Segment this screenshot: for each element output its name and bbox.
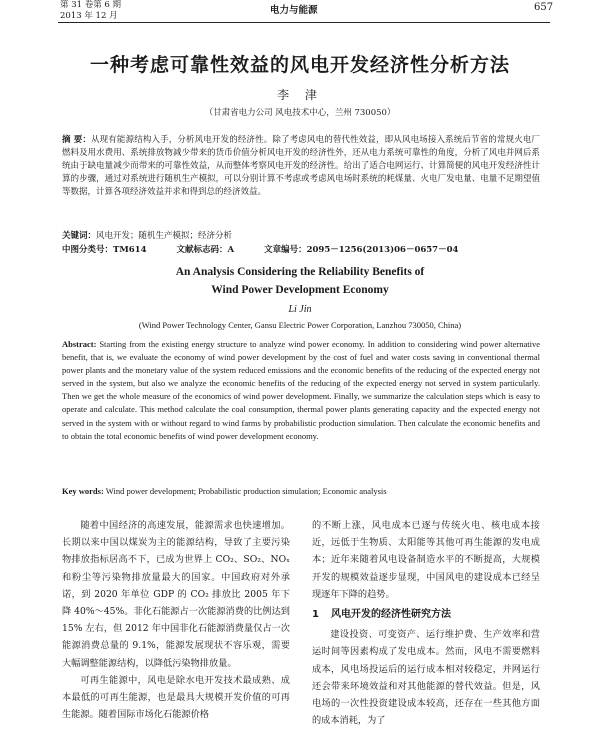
abstract-en-text: Starting from the existing energy structure to analyze wind power economy. In addition to considering wind power alternative benefit, that is, we evaluate the economy of wind power development by the cost of fuel and water costs saving in conventional thermal power plants and the monetary value of the system reduced emissions and the economic benefits of the reducing of the expected energy not served in the system, but also we analyze the economic benefits of the reducing of the expected energy not served in system particularly. Then we get the whole measure of the economics of wind power development. Finally, we summarize the calculation steps which is easy to operate and calculate. This method calculate the coal consumption, thermal power plants generating capacity and the expected energy not served in the system with or without regard to wind farms by probabilistic production simulation. Then calculate the economic benefits and to obtain the total economic benefits of wind power development economy. [62,339,541,441]
journal-volume-date [60,0,121,22]
author-cn: 李 津 [277,88,323,102]
title-cn: 一种考虑可靠性效益的风电开发经济性分析方法 [89,54,510,76]
body-column-right [312,517,540,729]
abstract-en-label: Abstract: [62,339,97,349]
affiliation-cn: （甘肃省电力公司 风电技术中心，兰州 730050） [204,108,396,118]
body-paragraph: 可再生能源中，风电是除水电开发技术最成熟、成本最低的可再生能源，也是最具大规模开发价值的可再生能源。随着国际市场化石能源价格 [62,674,290,721]
section-title: 风电开发的经济性研究方法 [330,609,451,621]
body-column-left [62,517,290,723]
keywords-cn-text: 风电开发；随机生产模拟；经济分析 [96,231,233,241]
keywords-en-label: Key words: [62,486,104,496]
header-rule [58,22,550,23]
keywords-cn-label: 关键词： [62,231,97,241]
journal-volume-issue: 第 31 卷第 6 期 [60,0,122,10]
abstract-cn-label: 摘 要： [62,135,92,145]
body-paragraph: 随着中国经济的高速发展，能源需求也快速增加。长期以来中国以煤炭为主的能源结构，导致了主要污染物排放指标居高不下，已成为世界上 CO₂、SO₂、NOₓ 和粉尘等污染物排放量最大的国家。中国政府对外承诺，到 2020 年单位 GDP 的 CO₂ 排放比 2005 年下降 40%～45%。非化石能源占一次能源消费的比例达到 15% 左右，但 2012 年中国非化石能源消费量仅占一次能源消费总量的 9.1%，能源发展现状不容乐观，需要大幅调整能源结构，以降低污染物排放量。 [62,520,290,669]
keywords-en [62,486,540,496]
abstract-cn [62,134,540,199]
author-en: Li Jin [288,304,312,315]
abstract-cn-text: 从现有能源结构入手，分析风电开发的经济性。除了考虑风电的替代性效益，即从风电场接入系统后节省的常规火电厂燃料及用水费用、系统排放物减少带来的货币价值分析风电开发的经济性外，还从电力系统可靠性的角度，分析了风电并网后系统由于缺电量减少而带来的可靠性效益，从而整体考察风电开发的经济性。给出了适合电网运行、计算简便的风电开发经济性计算的步骤，通过对系统进行随机生产模拟，可以分别计算不考虑或考虑风电场时系统的耗煤量、火电厂发电量、电量不足期望值等数据，计算各项经济效益并求和得到总的经济效益。 [62,135,540,197]
abstract-en [62,338,540,443]
title-en-line2: Wind Power Development Economy [211,284,389,296]
keywords-en-text: Wind power development; Probabilistic production simulation; Economic analysis [105,486,387,496]
clc-number: 中图分类号：TM614 [62,245,147,255]
keywords-cn [62,229,540,241]
title-en-line1: An Analysis Considering the Reliability Benefits of [175,266,425,278]
section-number: 1 [312,609,319,621]
journal-name: 电力与能源 [270,5,318,16]
section-heading [312,606,540,623]
page-number: 657 [534,2,554,13]
body-paragraph: 建设投资、可变资产、运行维护费、生产效率和营运时间等因素构成了发电成本。然而，风电不需要燃料成本，风电场投运后的运行成本相对较稳定，并网运行还会带来环境效益和对其他能源的替代效益。但是，风电场的一次性投资建设成本较高，还存在一些其他方面的成本消耗，为了 [312,629,540,727]
classification-row [62,243,540,255]
document-code: 文献标志码：A [176,245,235,255]
article-number: 文章编号：2095－1256(2013)06－0657－04 [264,245,459,255]
title-en [0,263,600,299]
body-paragraph: 的不断上涨，风电成本已逐与传统火电、核电成本接近，远低于生物质、太阳能等其他可再生能源的发电成本；近年来随着风电设备制造水平的不断提高，大规模开发的规模效益逐步显现，中国风电的建设成本已经呈现逐年下降的趋势。 [312,520,540,600]
affiliation-en: (Wind Power Technology Center, Gansu Electric Power Corporation, Lanzhou 730050, China) [138,320,462,330]
journal-date: 2013 年 12 月 [60,11,118,21]
